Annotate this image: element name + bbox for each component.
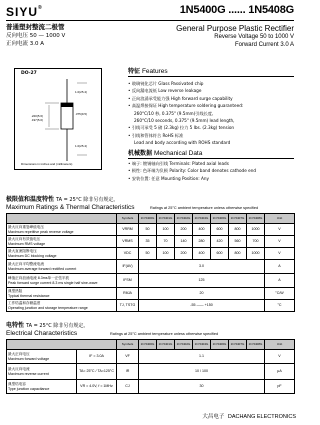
- feature-item: • 反向漏电流低 Low reverse leakage: [128, 88, 202, 94]
- ratings-note: Ratings at 25°C ambient temperature unless otherwise specified: [150, 206, 259, 210]
- electrical-note: Ratings at 25°C ambient temperature unless otherwise specified: [110, 332, 219, 336]
- value-cell: 420: [211, 236, 229, 248]
- part-header: 1N 5402G: [175, 340, 193, 350]
- mechanical-item: • 安装位置: 任意 Mounting Position: Any: [128, 175, 210, 181]
- unit-cell: A: [265, 260, 295, 274]
- condition-cell: TA= 25°C / TA=125°C: [77, 364, 117, 380]
- value-cell: 600: [211, 224, 229, 236]
- features-heading-cn: 特征: [128, 68, 141, 75]
- value-cell: 1000: [247, 248, 265, 260]
- param-cell: 最大正向平均整流电流 Maximum average forward rectified current: [7, 260, 117, 274]
- unit-cell: V: [265, 224, 295, 236]
- package-outline-box: [14, 68, 102, 170]
- en-voltage: Reverse Voltage 50 to 1000 V: [214, 34, 294, 40]
- footer-brand-en: DACHANG ELECTRONICS: [227, 414, 296, 420]
- features-divider: [128, 76, 294, 77]
- condition-cell: IF = 3.0A: [77, 350, 117, 364]
- table-row: [7, 260, 295, 274]
- svg-text:1.0(25.4): 1.0(25.4): [75, 90, 88, 94]
- electrical-condition: TA = 25°C 除非另有规定。: [25, 323, 89, 329]
- footer-brand: [150, 412, 296, 420]
- unit-cell: A: [265, 274, 295, 288]
- value-cell: 280: [193, 236, 211, 248]
- unit-cell: pF: [265, 380, 295, 394]
- part-number-range: 1N5400G ...... 1N5408G: [179, 4, 294, 16]
- symbol-cell: TJ, TSTG: [117, 300, 139, 312]
- value-cell: 1000: [247, 224, 265, 236]
- feature-item: • 高温焊接保证 High temperature soldering guaranteed:: [128, 103, 244, 109]
- unit-cell: V: [265, 350, 295, 364]
- param-cell: 最大反向电流 Maximum reverse current: [7, 364, 77, 380]
- electrical-header-row: [7, 340, 295, 350]
- unit-cell: °C: [265, 300, 295, 312]
- param-cell: 典型结电容 Type junction capacitance: [7, 380, 77, 394]
- part-header: 1N 5408G: [247, 340, 265, 350]
- feature-item: 260°C/10 秒, 0.375" (9.5mm)引线长度,: [134, 110, 214, 116]
- ratings-table: [6, 213, 295, 312]
- unit-cell: V: [265, 236, 295, 248]
- table-row: [7, 380, 295, 394]
- value-cell: 125: [139, 274, 265, 288]
- part-header: 1N 5406G: [211, 340, 229, 350]
- value-cell: 400: [193, 224, 211, 236]
- en-current: Forward Current 3.0 A: [234, 42, 294, 48]
- feature-item: • 正向浪涌承受能力强 High forward surge capability: [128, 95, 233, 101]
- part-header: 1N 5408G: [247, 214, 265, 224]
- part-header: 1N 5401G: [157, 214, 175, 224]
- value-cell: 50: [139, 224, 157, 236]
- mechanical-divider: [128, 158, 294, 159]
- unit-header: Unit: [265, 340, 295, 350]
- param-header: [7, 214, 117, 224]
- svg-text:1.0(25.4): 1.0(25.4): [75, 144, 88, 148]
- symbol-cell: IF(AV): [117, 260, 139, 274]
- part-header: 1N 5402G: [175, 214, 193, 224]
- table-row: [7, 300, 295, 312]
- unit-header: Unit: [265, 214, 295, 224]
- table-row: [7, 274, 295, 288]
- param-cell: 最大反向有效值电压 Maximum RMS voltage: [7, 236, 117, 248]
- mechanical-heading-cn: 机械数据: [128, 150, 153, 157]
- package-diagram: [15, 69, 101, 169]
- table-row: [7, 288, 295, 300]
- param-cell: 工作结温和存储温度 Operating junction and storage temperature range: [7, 300, 117, 312]
- feature-item: 260°C/10 seconds, 0.375" (9.5mm) lead length,: [134, 118, 235, 124]
- part-header: 1N 5407G: [229, 214, 247, 224]
- symbol-cell: IR: [117, 364, 139, 380]
- part-header: 1N 5406G: [211, 214, 229, 224]
- features-list: [128, 80, 296, 147]
- value-cell: 200: [175, 224, 193, 236]
- part-header: 1N 5400G: [139, 340, 157, 350]
- table-row: [7, 236, 295, 248]
- feature-item: • 引线可承受 5 磅 (2.3kg) 拉力 5 lbs. (2.3kg) tension: [128, 125, 235, 131]
- symbol-cell: VRRM: [117, 224, 139, 236]
- value-cell: 140: [175, 236, 193, 248]
- mechanical-heading-en: Mechanical Data: [153, 150, 203, 157]
- company-logo: SIYU®: [6, 5, 43, 19]
- param-cell: 典型热阻 Typical thermal resistance: [7, 288, 117, 300]
- package-name: DO-27: [21, 71, 37, 76]
- param-cell: 最大正向电压 Maximum forward voltage: [7, 350, 77, 364]
- cn-current: 正向电流 3.0 A: [6, 41, 45, 47]
- ratings-heading-cn: 极限值和温度特性: [6, 196, 55, 203]
- svg-text:Dimensions in inches and (mill: Dimensions in inches and (millimeters): [21, 162, 73, 166]
- electrical-heading-en: Electrical Characteristics: [6, 330, 78, 337]
- value-cell: 10 / 100: [139, 364, 265, 380]
- mechanical-item: • 极性: 色环端为负极 Polarity: Color band denotes cathode end: [128, 168, 257, 174]
- mechanical-heading: [128, 150, 202, 157]
- svg-text:.220(5.6): .220(5.6): [31, 114, 44, 118]
- part-header: 1N 5400G: [139, 214, 157, 224]
- param-cell: 最大反向重复峰值电压 Maximum repetitive peak reverse voltage: [7, 224, 117, 236]
- unit-cell: V: [265, 248, 295, 260]
- value-cell: 200: [175, 248, 193, 260]
- symbol-header: Symbols: [117, 340, 139, 350]
- table-row: [7, 224, 295, 236]
- param-cell: 峰值正向浪涌电流 8.3ms单一正弦半波 Peak forward surge current 8.3 ms single half sine-wave: [7, 274, 117, 288]
- mechanical-item: • 端子: 镀锡轴向引线 Terminals: Plated axial leads: [128, 161, 229, 166]
- cn-voltage: 反向电压 50 — 1000 V: [6, 33, 66, 39]
- value-cell: 800: [229, 248, 247, 260]
- value-cell: 560: [229, 236, 247, 248]
- ratings-condition: TA = 25°C 除非另有规定。: [55, 197, 119, 203]
- value-cell: 100: [157, 248, 175, 260]
- value-cell: 50: [139, 248, 157, 260]
- part-header: 1N 5407G: [229, 340, 247, 350]
- footer-brand-cn: 大昌电子: [202, 414, 225, 420]
- mechanical-list: [128, 160, 296, 182]
- features-heading: [128, 68, 168, 75]
- table-row: [7, 248, 295, 260]
- param-cell: 最大直流阻断电压 Maximum DC blocking voltage: [7, 248, 117, 260]
- part-header: 1N 5404G: [193, 214, 211, 224]
- svg-text:.197(5.0): .197(5.0): [31, 118, 44, 122]
- electrical-heading-cn: 电特性: [6, 322, 25, 329]
- value-cell: 400: [193, 248, 211, 260]
- symbol-cell: VF: [117, 350, 139, 364]
- value-cell: 800: [229, 224, 247, 236]
- symbol-cell: RθJA: [117, 288, 139, 300]
- value-cell: 20: [139, 288, 265, 300]
- svg-text:.375(9.5): .375(9.5): [75, 112, 88, 116]
- ratings-header-row: [7, 214, 295, 224]
- en-title: General Purpose Plastic Rectifier: [176, 24, 294, 33]
- symbol-cell: VRMS: [117, 236, 139, 248]
- feature-item: • 玻璃钝化芯片 Glass Passivated chip: [128, 81, 204, 86]
- condition-cell: VR = 4.0V, f = 1MHz: [77, 380, 117, 394]
- value-cell: -55 —— +150: [139, 300, 265, 312]
- header-divider: [6, 20, 294, 21]
- table-row: [7, 364, 295, 380]
- value-cell: 100: [157, 224, 175, 236]
- part-header: 1N 5401G: [157, 340, 175, 350]
- value-cell: 3.0: [139, 260, 265, 274]
- value-cell: 30: [139, 380, 265, 394]
- part-header: 1N 5404G: [193, 340, 211, 350]
- unit-cell: μA: [265, 364, 295, 380]
- unit-cell: °C/W: [265, 288, 295, 300]
- value-cell: 70: [157, 236, 175, 248]
- electrical-table: [6, 339, 295, 394]
- value-cell: 700: [247, 236, 265, 248]
- symbol-cell: IFSM: [117, 274, 139, 288]
- features-heading-en: Features: [141, 68, 168, 75]
- symbol-header: Symbols: [117, 214, 139, 224]
- cn-title: 普通塑封整流二极管: [6, 23, 65, 31]
- ratings-heading: [6, 196, 118, 204]
- symbol-cell: CJ: [117, 380, 139, 394]
- symbol-cell: VDC: [117, 248, 139, 260]
- value-cell: 1.1: [139, 350, 265, 364]
- table-row: [7, 350, 295, 364]
- value-cell: 35: [139, 236, 157, 248]
- param-header: [7, 340, 117, 350]
- feature-item: • 引线和管体符合 RoHS 标准: [128, 132, 184, 138]
- ratings-heading-en: Maximum Ratings & Thermal Characteristics: [6, 204, 135, 211]
- value-cell: 600: [211, 248, 229, 260]
- electrical-heading: [6, 322, 88, 330]
- feature-item: Lead and body according with ROHS standard: [134, 140, 231, 146]
